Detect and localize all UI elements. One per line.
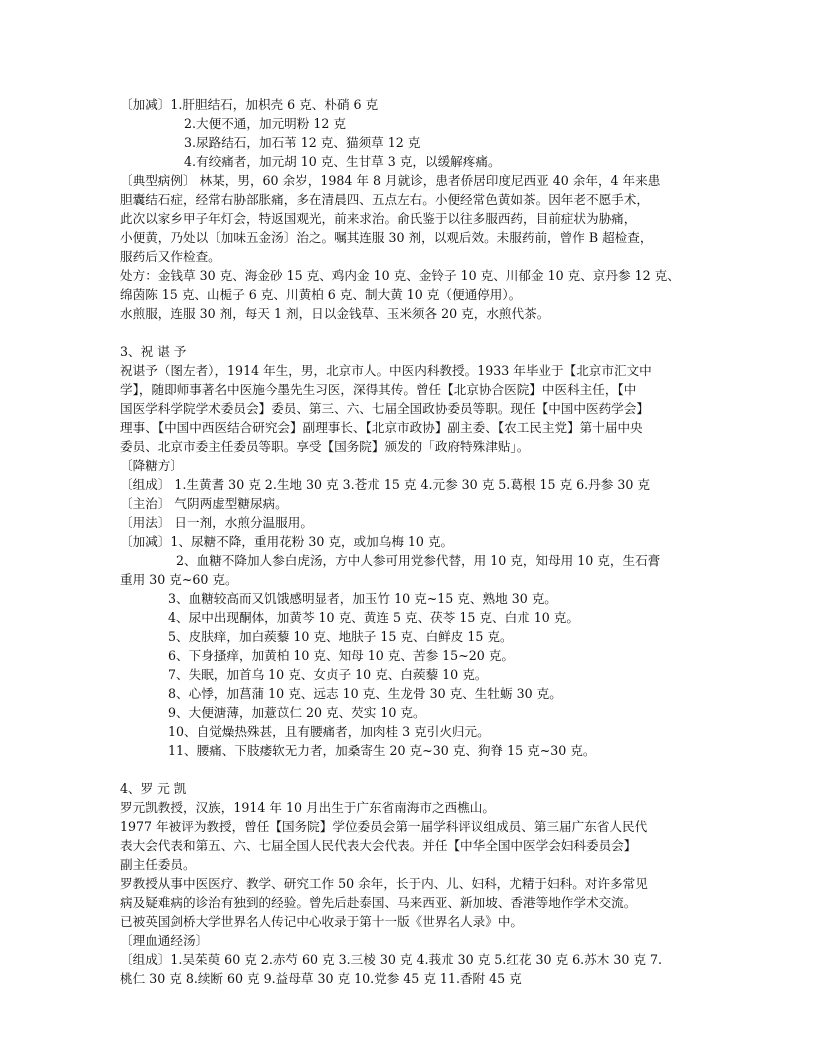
formula-line: 桃仁 30 克 8.续断 60 克 9.益母草 30 克 10.党参 45 克 11.香附 45 克 — [120, 971, 522, 986]
formula-item: 6、下身搔痒，加黄柏 10 克、知母 10 克、苦参 15~20 克。 — [168, 648, 514, 663]
formula-item: 4、尿中出现酮体，加黄芩 10 克、黄连 5 克、茯苓 15 克、白朮 10 克。 — [168, 610, 579, 625]
formula-line: 〔组成〕 1.生黄耆 30 克 2.生地 30 克 3.苍朮 15 克 4.元参 30 克 5.葛根 15 克 6.丹参 30 克 — [120, 477, 650, 492]
bio-paragraph-line: 已被英国剑桥大学世界名人传记中心收录于第十一版《世界名人录》中。 — [120, 914, 523, 929]
bio-paragraph-line: 罗元凯教授，汉族，1914 年 10 月出生于广东省南海市之西樵山。 — [120, 800, 495, 815]
bio-paragraph-line: 委员、北京市委主任委员等职。享受【国务院】颁发的「政府特殊津贴」。 — [120, 439, 530, 454]
formula-item: 9、大便溏薄，加薏苡仁 20 克、芡实 10 克。 — [168, 705, 426, 720]
formula-line: 〔组成〕1.吴茱萸 60 克 2.赤芍 60 克 3.三棱 30 克 4.莪朮 30 克 5.红花 30 克 6.苏木 30 克 7. — [120, 952, 662, 967]
formula-title: 〔理血通经汤〕 — [120, 933, 209, 948]
bio-paragraph-line: 表大会代表和第五、六、七届全国人民代表大会代表。并任【中华全国中医学会妇科委员会】 — [120, 838, 637, 853]
case-paragraph-line: 小便黄，乃处以〔加味五金汤〕治之。嘱其连服 30 剂，以观后效。未服药前，曾作 B 超检查， — [120, 230, 653, 245]
formula-title: 〔降糖方〕 — [120, 458, 183, 473]
prescription-line: 绵茵陈 15 克、山栀子 6 克、川黄柏 6 克、制大黄 10 克（便通停用）。 — [120, 287, 522, 302]
jiajian-item: 3.尿路结石，加石苇 12 克、猫须草 12 克 — [184, 135, 421, 150]
formula-item: 7、失眠，加首乌 10 克、女贞子 10 克、白蒺藜 10 克。 — [168, 667, 488, 682]
prescription-line: 处方：金钱草 30 克、海金砂 15 克、鸡内金 10 克、金铃子 10 克、川郁金 10 克、京丹参 12 克、 — [120, 268, 680, 283]
case-paragraph-line: 此次以家乡甲子年灯会，特返国观光，前来求治。俞氏鉴于以往多服西药，目前症状为胁痛， — [120, 211, 637, 226]
jiajian-item: 2.大便不通，加元明粉 12 克 — [184, 116, 346, 131]
jiajian-item: 4.有绞痛者，加元胡 10 克、生甘草 3 克，以缓解疼痛。 — [184, 154, 501, 169]
formula-item: 10、自觉燥热殊甚，且有腰痛者，加肉桂 3 克引火归元。 — [168, 724, 490, 739]
section-heading: 4、罗 元 凯 — [120, 781, 187, 796]
formula-item: 3、血糖较高而又饥饿感明显者，加玉竹 10 克~15 克、熟地 30 克。 — [168, 591, 557, 606]
formula-item: 重用 30 克~60 克。 — [120, 572, 238, 587]
bio-paragraph-line: 学】，随即师事著名中医施今墨先生习医，深得其传。曾任【北京协合医院】中医科主任，【中 — [120, 382, 637, 397]
bio-paragraph-line: 国医学科学院学术委员会】委员、第三、六、七届全国政协委员等职。现任【中国中医药学会】 — [120, 401, 649, 416]
formula-line: 〔用法〕 日一剂，水煎分温服用。 — [120, 515, 313, 530]
bio-paragraph-line: 祝谌予（图左者），1914 年生，男，北京市人。中医内科教授。1933 年毕业于【北京市汇文中 — [120, 363, 652, 378]
bio-paragraph-line: 副主任委员。 — [120, 857, 196, 872]
bio-paragraph-line: 病及疑难病的诊治有独到的经验。曾先后赴泰国、马来西亚、新加坡、香港等地作学术交流。 — [120, 895, 637, 910]
formula-item: 8、心悸，加菖蒲 10 克、远志 10 克、生龙骨 30 克、生牡蛎 30 克。 — [168, 686, 562, 701]
formula-item: 11、腰痛、下肢痿软无力者，加桑寄生 20 克~30 克、狗脊 15 克~30 克。 — [168, 743, 596, 758]
formula-line: 〔加减〕1、尿糖不降，重用花粉 30 克，或加乌梅 10 克。 — [120, 534, 454, 549]
bio-paragraph-line: 1977 年被评为教授，曾任【国务院】学位委员会第一届学科评议组成员、第三届广东省人民代 — [120, 819, 648, 834]
formula-item: 5、皮肤痒，加白蒺藜 10 克、地肤子 15 克、白鲜皮 15 克。 — [168, 629, 513, 644]
jiajian-heading-line: 〔加减〕1.肝胆结石，加枳壳 6 克、朴硝 6 克 — [120, 97, 379, 112]
bio-paragraph-line: 理事、【中国中西医结合研究会】副理事长、【北京市政协】副主委、【农工民主党】第十届中央 — [120, 420, 643, 435]
bio-paragraph-line: 罗教授从事中医医疗、教学、研究工作 50 余年，长于内、儿、妇科，尤精于妇科。对许多常见 — [120, 876, 648, 891]
case-paragraph-line: 〔典型病例〕 林某，男，60 余岁，1984 年 8 月就诊，患者侨居印度尼西亚 40 余年，4 年来患 — [120, 173, 661, 188]
case-paragraph-line: 胆囊结石症，经常右胁部胀痛，多在清晨四、五点左右。小便经常色黄如茶。因年老不愿手术， — [120, 192, 649, 207]
prescription-line: 水煎服，连服 30 剂，每天 1 剂，日以金钱草、玉米须各 20 克，水煎代茶。 — [120, 306, 550, 321]
formula-item: 2、血糖不降加人参白虎汤，方中人参可用党参代替，用 10 克，知母用 10 克，生石膏 — [176, 553, 661, 568]
case-paragraph-line: 服药后又作检查。 — [120, 249, 221, 264]
formula-line: 〔主治〕 气阴两虚型糖尿病。 — [120, 496, 288, 511]
section-heading: 3、祝 谌 予 — [120, 344, 187, 359]
